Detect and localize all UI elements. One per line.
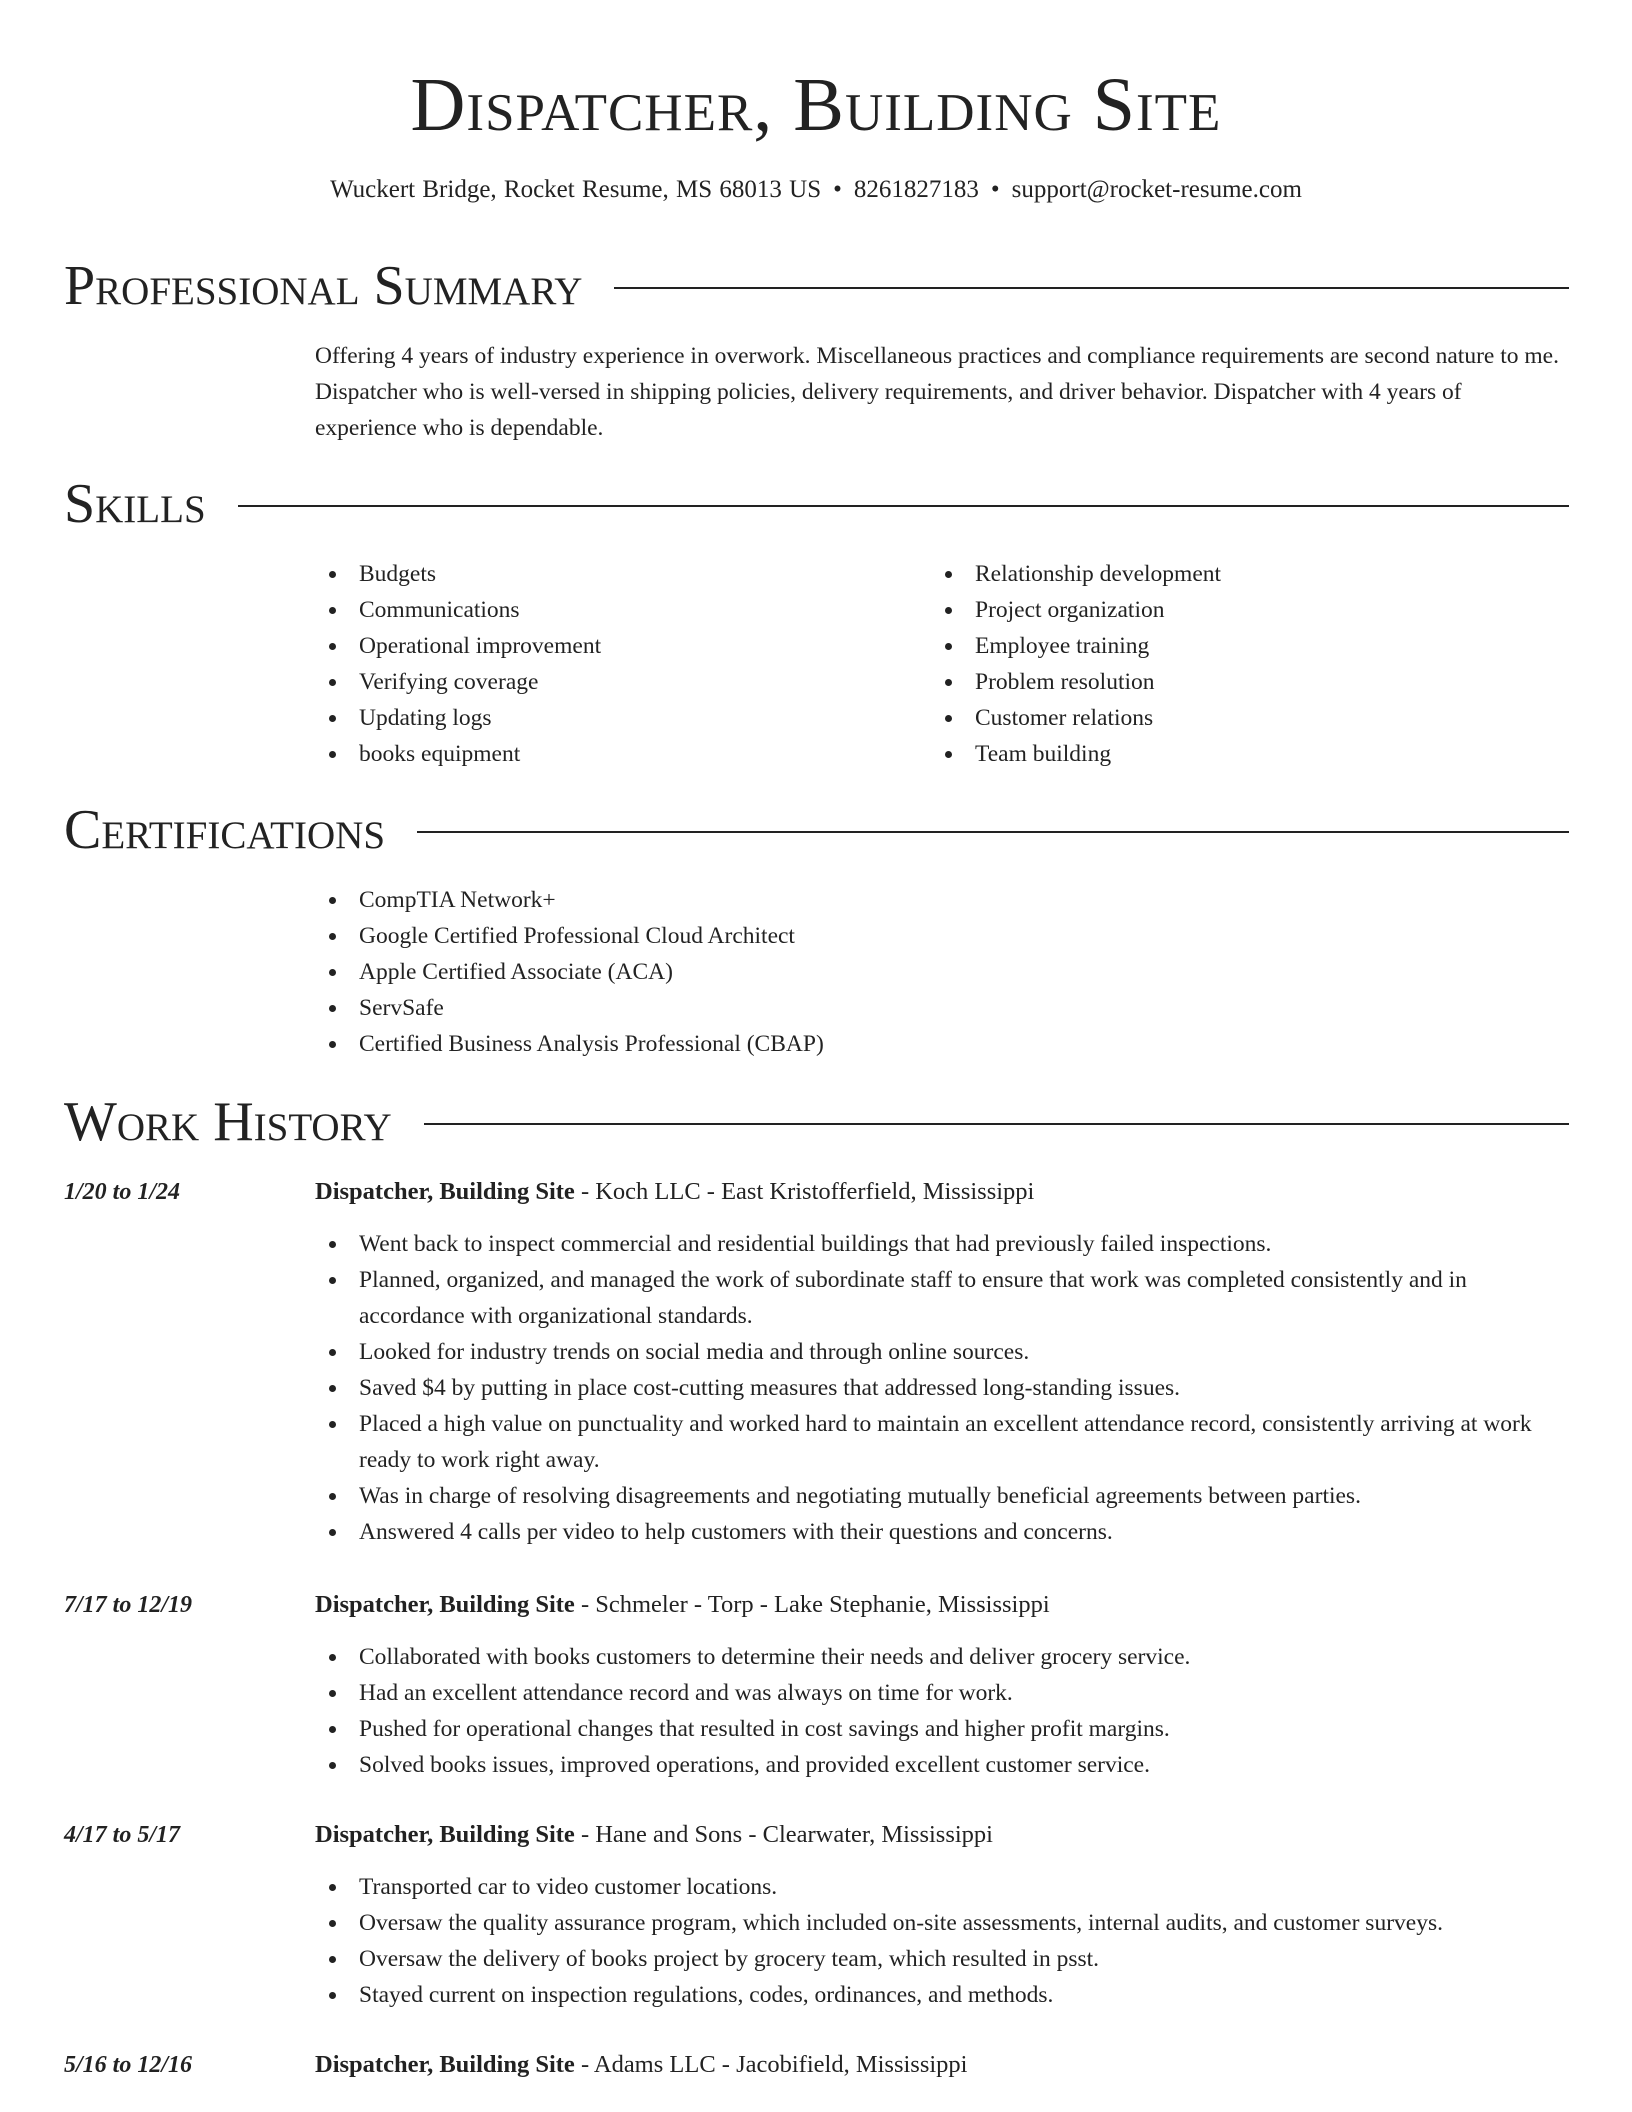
certification-item: Google Certified Professional Cloud Architect (315, 918, 1569, 954)
section-header-summary (64, 254, 1569, 318)
contact-email[interactable]: support@rocket-resume.com (1011, 176, 1302, 203)
skill-item: Verifying coverage (315, 664, 915, 700)
certification-item: CompTIA Network+ (315, 882, 1569, 918)
job-bullet: Oversaw the delivery of books project by grocery team, which resulted in psst. (315, 1941, 1569, 1977)
job-title: Dispatcher, Building Site (315, 1178, 575, 1205)
job-title-line (315, 1817, 1569, 1853)
section-header-certifications (64, 798, 1569, 862)
summary-text: Offering 4 years of industry experience in overwork. Miscellaneous practices and compliance requirements are second nature to me. Dispatcher who is well-versed in shipping policies, delivery requirements, and driver behavior. Dispatcher with 4 years of experience who is dependable. (315, 343, 1559, 441)
skill-item: Relationship development (931, 556, 1571, 592)
skill-item: Budgets (315, 556, 915, 592)
job-title: Dispatcher, Building Site (315, 1591, 575, 1618)
job-bullet: Placed a high value on punctuality and worked hard to maintain an excellent attendance record, consistently arriving at work ready to work right away. (315, 1406, 1569, 1478)
job-bullet: Answered 4 calls per video to help customers with their questions and concerns. (315, 1514, 1569, 1550)
contact-line (0, 174, 1632, 206)
job-title-line (315, 1174, 1569, 1210)
contact-separator: • (833, 176, 842, 203)
job-bullets (315, 1869, 1569, 2013)
skill-item: Communications (315, 592, 915, 628)
certification-item: Apple Certified Associate (ACA) (315, 954, 1569, 990)
job-title: Dispatcher, Building Site (315, 2051, 575, 2078)
job-bullet: Had an excellent attendance record and was always on time for work. (315, 1675, 1569, 1711)
section-header-skills (64, 472, 1569, 536)
section-title-skills: Skills (64, 473, 206, 535)
job-dates: 1/20 to 1/24 (64, 1179, 181, 1205)
job-bullet: Went back to inspect commercial and residential buildings that had previously failed inspections. (315, 1226, 1569, 1262)
section-divider (238, 505, 1569, 507)
job-employer: - Schmeler - Torp - Lake Stephanie, Mississippi (574, 1591, 1050, 1618)
skill-item: Problem resolution (931, 664, 1571, 700)
section-title-certifications: Certifications (64, 799, 386, 861)
section-title-work-history: Work History (64, 1091, 392, 1153)
job-employer: - Hane and Sons - Clearwater, Mississippi (574, 1821, 993, 1848)
contact-phone[interactable]: 8261827183 (853, 176, 979, 203)
skill-item: Project organization (931, 592, 1571, 628)
job-bullet: Collaborated with books customers to determine their needs and deliver grocery service. (315, 1639, 1569, 1675)
skill-item: Customer relations (931, 700, 1571, 736)
skill-item: Updating logs (315, 700, 915, 736)
job-bullet: Transported car to video customer locations. (315, 1869, 1569, 1905)
certification-item: ServSafe (315, 990, 1569, 1026)
job-bullet: Oversaw the quality assurance program, which included on-site assessments, internal audits, and customer surveys. (315, 1905, 1569, 1941)
skill-item: Team building (931, 736, 1571, 772)
skills-list-right (931, 556, 1571, 772)
skills-list-left (315, 556, 915, 772)
section-divider (614, 287, 1569, 289)
job-dates: 4/17 to 5/17 (64, 1822, 181, 1848)
job-bullet: Planned, organized, and managed the work of subordinate staff to ensure that work was completed consistently and in accordance with organizational standards. (315, 1262, 1569, 1334)
job-dates: 5/16 to 12/16 (64, 2052, 193, 2078)
skill-item: Employee training (931, 628, 1571, 664)
job-title-line (315, 1587, 1569, 1623)
job-bullet: Saved $4 by putting in place cost-cutting measures that addressed long-standing issues. (315, 1370, 1569, 1406)
job-bullets (315, 1226, 1569, 1550)
resume-title: Dispatcher, Building Site (410, 63, 1222, 147)
job-title-line (315, 2047, 1569, 2083)
job-title: Dispatcher, Building Site (315, 1821, 575, 1848)
certification-item: Certified Business Analysis Professional (CBAP) (315, 1026, 1569, 1062)
contact-address: Wuckert Bridge, Rocket Resume, MS 68013 US (330, 176, 822, 203)
section-title-summary: Professional Summary (64, 255, 583, 317)
section-divider (417, 831, 1569, 833)
job-dates: 7/17 to 12/19 (64, 1592, 193, 1618)
job-bullet: Solved books issues, improved operations, and provided excellent customer service. (315, 1747, 1569, 1783)
job-bullet: Looked for industry trends on social media and through online sources. (315, 1334, 1569, 1370)
job-bullet: Was in charge of resolving disagreements and negotiating mutually beneficial agreements between parties. (315, 1478, 1569, 1514)
contact-separator: • (990, 176, 1000, 203)
skill-item: Operational improvement (315, 628, 915, 664)
job-bullet: Pushed for operational changes that resulted in cost savings and higher profit margins. (315, 1711, 1569, 1747)
job-employer: - Adams LLC - Jacobifield, Mississippi (574, 2051, 968, 2078)
certifications-list (315, 882, 1569, 1062)
section-divider (424, 1123, 1569, 1125)
job-bullet: Stayed current on inspection regulations, codes, ordinances, and methods. (315, 1977, 1569, 2013)
job-employer: - Koch LLC - East Kristofferfield, Mississippi (574, 1178, 1035, 1205)
job-bullets (315, 1639, 1569, 1783)
section-header-work-history (64, 1090, 1569, 1154)
skill-item: books equipment (315, 736, 915, 772)
